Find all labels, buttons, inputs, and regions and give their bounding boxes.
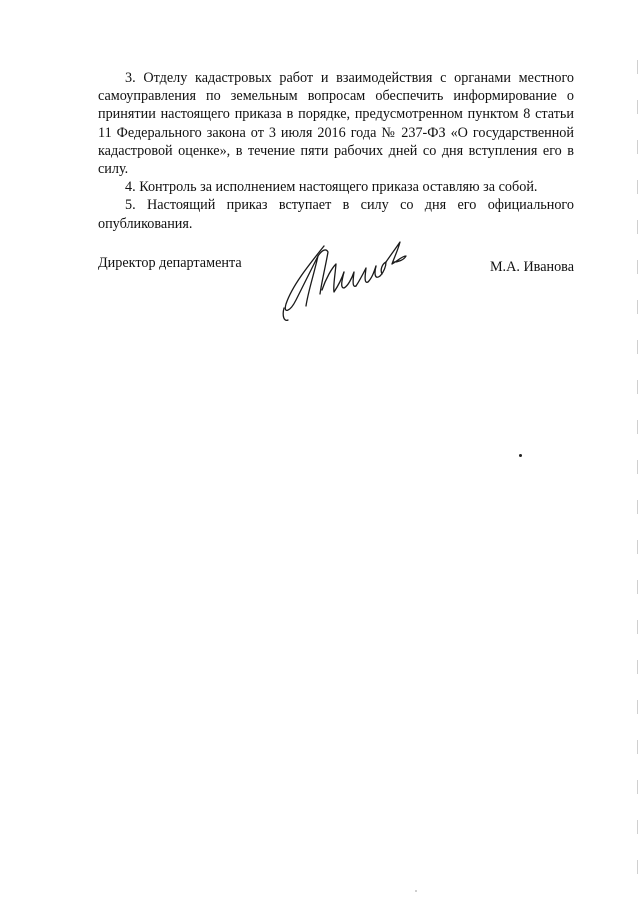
signatory-name: М.А. Иванова bbox=[489, 259, 574, 275]
paragraph-item-4: 4. Контроль за исполнением настоящего приказа оставляю за собой. bbox=[125, 179, 538, 196]
handwritten-signature bbox=[278, 234, 418, 324]
signatory-title: Директор департамента bbox=[98, 255, 242, 271]
document-body bbox=[98, 69, 574, 233]
scan-edge-artifact bbox=[637, 60, 638, 900]
paragraph-item-3: 3. Отделу кадастровых работ и взаимодействия с органами местного самоуправления по земельным вопросам обеспечить информирование о принятии настоящего приказа в порядке, предусмотренном пунктом 8 статьи 11 Федерального закона от 3 июля 2016 года № 237-ФЗ «О государственной кадастровой оценке», в течение пяти рабочих дней со дня вступления его в силу. bbox=[98, 70, 574, 178]
scan-speck-artifact bbox=[415, 890, 417, 892]
stray-dot-mark bbox=[519, 454, 522, 457]
paragraph-item-5: 5. Настоящий приказ вступает в силу со дня его официального опубликования. bbox=[98, 197, 574, 232]
